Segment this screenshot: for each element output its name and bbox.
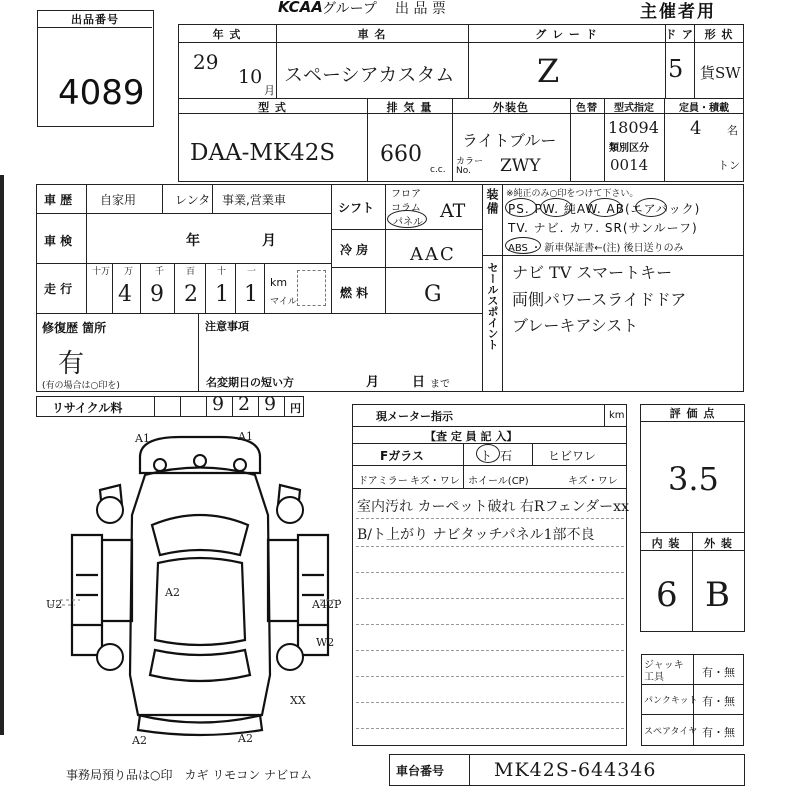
grade-value: Z bbox=[537, 52, 560, 90]
inspection-month-unit: 月 bbox=[262, 233, 276, 249]
mileage-label: 走 行 bbox=[44, 282, 73, 296]
shift-value: AT bbox=[440, 200, 466, 222]
history-label: 車 歴 bbox=[44, 193, 73, 207]
car-diagram bbox=[40, 425, 360, 760]
accessory-puncture-value: 有・無 bbox=[702, 695, 735, 708]
recycle-digit-1: 9 bbox=[212, 393, 225, 415]
sales-side-label: セールスポイント bbox=[486, 262, 499, 350]
month-value: 10 bbox=[238, 66, 263, 88]
meter-label: 現メーター指示 bbox=[376, 410, 453, 423]
diagram-mark-a2-rear-left: A2 bbox=[132, 734, 147, 747]
glass-circle bbox=[476, 444, 500, 463]
mileage-digit-6: 1 bbox=[244, 282, 258, 307]
header-group: グループ bbox=[322, 1, 377, 17]
diagram-mark-xx: XX bbox=[290, 694, 306, 707]
year-label: 年 式 bbox=[212, 28, 242, 41]
diagram-mark-a2-rear-right: A2 bbox=[238, 732, 253, 745]
shift-label: シフト bbox=[338, 201, 375, 215]
type-spec-value: 18094 bbox=[608, 118, 659, 137]
cc-unit: c.c. bbox=[430, 165, 446, 175]
chassis-label: 車台番号 bbox=[396, 764, 445, 778]
office-items: 事務局預り品は○印 カギ リモコン ナビロム bbox=[66, 768, 313, 782]
glass-option-3: ヒビワレ bbox=[548, 449, 597, 463]
lot-number-box bbox=[37, 10, 154, 127]
diagram-mark-a2-roof: A2 bbox=[165, 586, 180, 599]
color-label: 外装色 bbox=[493, 101, 529, 114]
digit-unit-1: 一 bbox=[247, 267, 257, 277]
repair-note: (有の場合は○印を) bbox=[42, 381, 120, 391]
color-no-value: ZWY bbox=[500, 156, 541, 176]
shift-option-floor: フロア bbox=[391, 189, 421, 200]
sales-point-2: 両側パワースライドドア bbox=[512, 290, 687, 309]
abs-circle bbox=[505, 237, 541, 254]
deadline-month: 月 bbox=[366, 375, 380, 390]
diagram-mark-w2: W2 bbox=[316, 636, 335, 649]
inspection-comment-2: B/ト上がり ナビタッチパネル1部不良 bbox=[357, 527, 595, 543]
sales-point-1: ナビ TV スマートキー bbox=[512, 263, 673, 282]
capacity-label: 定員・積載 bbox=[679, 103, 729, 114]
mirror-label: ドアミラー bbox=[358, 476, 408, 487]
recycle-digit-3: 9 bbox=[264, 393, 277, 415]
equipment-line-2: TV. ナビ. カワ. SR(サンルーフ) bbox=[508, 221, 698, 235]
fuel-label: 燃 料 bbox=[340, 286, 369, 300]
grade-label: グ レ ー ド bbox=[535, 28, 598, 41]
person-unit: 名 bbox=[727, 124, 738, 137]
inspection-label: 車 検 bbox=[44, 234, 73, 248]
capacity-value: 4 bbox=[690, 118, 702, 139]
ac-value: AAC bbox=[410, 244, 456, 265]
digit-unit-10k: 万 bbox=[124, 267, 134, 277]
wheel-options: キズ・ワレ bbox=[568, 476, 618, 487]
mileage-digit-4: 2 bbox=[184, 282, 198, 307]
deadline-label: 名変期日の短い方 bbox=[206, 376, 294, 389]
color-no-label: カラーNo. bbox=[456, 157, 484, 176]
month-unit: 月 bbox=[264, 84, 275, 97]
recycle-yen: 円 bbox=[290, 402, 301, 415]
sales-point-3: ブレーキアシスト bbox=[512, 316, 639, 335]
doors-value: 5 bbox=[668, 55, 684, 83]
shape-label: 形 状 bbox=[704, 28, 734, 41]
aw-circle bbox=[588, 198, 622, 217]
doors-label: ド ア bbox=[665, 28, 694, 41]
history-option-rental: レンタ bbox=[175, 193, 211, 207]
shift-panel-circle bbox=[387, 210, 427, 228]
rating-value: 3.5 bbox=[668, 460, 719, 498]
inspection-year-unit: 年 bbox=[186, 233, 200, 249]
glass-option-2: 石 bbox=[500, 449, 513, 463]
fuel-value: G bbox=[424, 282, 442, 307]
glass-label: Fガラス bbox=[380, 449, 424, 463]
history-option-private: 自家用 bbox=[100, 193, 137, 207]
digit-unit-100k: 十万 bbox=[92, 267, 111, 277]
km-unit: km bbox=[270, 276, 288, 289]
mileage-digit-2: 4 bbox=[118, 282, 132, 307]
model-label: 型 式 bbox=[258, 101, 287, 114]
repair-label: 修復歴 箇所 bbox=[42, 321, 107, 335]
inspection-comment-1: 室内汚れ カーペット破れ 右Rフェンダーxx bbox=[357, 499, 629, 515]
displacement-label: 排 気 量 bbox=[386, 101, 433, 114]
glass-option-1: ト bbox=[480, 449, 493, 463]
car-name-label: 車 名 bbox=[357, 28, 387, 41]
accessory-jack-label: ジャッキ 工具 bbox=[644, 660, 684, 683]
mileage-digit-3: 9 bbox=[150, 282, 164, 307]
recycle-label: リサイクル料 bbox=[52, 401, 123, 415]
ac-label: 冷 房 bbox=[340, 243, 369, 257]
lot-number-value: 4089 bbox=[58, 73, 145, 113]
diagram-mark-a42p: A42P bbox=[312, 598, 342, 611]
pw-circle bbox=[540, 198, 572, 217]
interior-label: 内 装 bbox=[651, 537, 681, 550]
equipment-side-label: 装備 bbox=[485, 188, 499, 216]
diagram-mark-u1: U2 bbox=[46, 598, 63, 611]
diagram-mark-a1-right: A1 bbox=[238, 430, 253, 443]
repaint-label: 色替 bbox=[576, 103, 598, 114]
mile-checkbox[interactable] bbox=[297, 270, 326, 306]
header-doc-type: 出 品 票 bbox=[395, 1, 446, 17]
accessory-jack-value: 有・無 bbox=[702, 666, 735, 679]
deadline-until: まで bbox=[430, 379, 450, 390]
shape-value: 貨SW bbox=[700, 64, 741, 82]
repair-value: 有 bbox=[58, 349, 85, 379]
equipment-line-3: ABS ・ 新車保証書←(注) 後日送りのみ bbox=[508, 243, 684, 254]
shift-option-panel: パネル bbox=[393, 217, 423, 228]
type-spec-label: 型式指定 bbox=[614, 103, 654, 114]
equipment-note: ※純正のみ○印をつけて下さい。 bbox=[506, 189, 639, 199]
exterior-label: 外 装 bbox=[704, 537, 733, 550]
color-value: ライトブルー bbox=[462, 131, 557, 150]
rating-label: 評 価 点 bbox=[669, 407, 716, 420]
car-name-value: スペーシアカスタム bbox=[284, 64, 455, 86]
accessory-spare-label: スペアタイヤ bbox=[644, 727, 698, 737]
binder-edge bbox=[0, 175, 4, 735]
ab-circle bbox=[635, 198, 667, 217]
chassis-value: MK42S-644346 bbox=[494, 759, 657, 781]
category-label: 類別区分 bbox=[609, 143, 649, 154]
interior-value: 6 bbox=[656, 575, 678, 615]
category-value: 0014 bbox=[610, 156, 649, 174]
history-option-business: 事業,営業車 bbox=[222, 193, 286, 207]
displacement-value: 660 bbox=[380, 142, 422, 167]
mile-unit: マイル bbox=[270, 297, 297, 307]
notes-label: 注意事項 bbox=[205, 320, 249, 333]
ton-unit: トン bbox=[718, 159, 740, 172]
inspector-label: 【査 定 員 記 入】 bbox=[425, 430, 518, 443]
model-value: DAA-MK42S bbox=[190, 140, 336, 166]
mileage-digit-5: 1 bbox=[215, 282, 229, 307]
exterior-value: B bbox=[705, 575, 730, 615]
shift-option-column: コラム bbox=[391, 203, 421, 214]
deadline-day: 日 bbox=[412, 375, 426, 390]
header-for-organizer: 主催者用 bbox=[640, 2, 716, 22]
recycle-digit-2: 2 bbox=[238, 393, 251, 415]
accessory-spare-value: 有・無 bbox=[702, 726, 735, 739]
equipment-line-1: PS. PW. 純AW. AB(エアバック) bbox=[508, 202, 701, 216]
mirror-options: キズ・ワレ bbox=[410, 476, 460, 487]
year-value: 29 bbox=[193, 50, 219, 74]
lot-number-label: 出品番号 bbox=[38, 11, 152, 28]
digit-unit-100: 百 bbox=[186, 267, 196, 277]
meter-km: km bbox=[609, 410, 625, 421]
digit-unit-1k: 千 bbox=[155, 267, 165, 277]
header-org: KCAA bbox=[278, 0, 323, 16]
diagram-mark-a1-left: A1 bbox=[135, 432, 150, 445]
accessory-puncture-label: パンクキット bbox=[644, 696, 698, 706]
digit-unit-10: 十 bbox=[217, 267, 227, 277]
wheel-label: ホイール(CP) bbox=[468, 476, 529, 487]
ps-circle bbox=[505, 198, 537, 217]
